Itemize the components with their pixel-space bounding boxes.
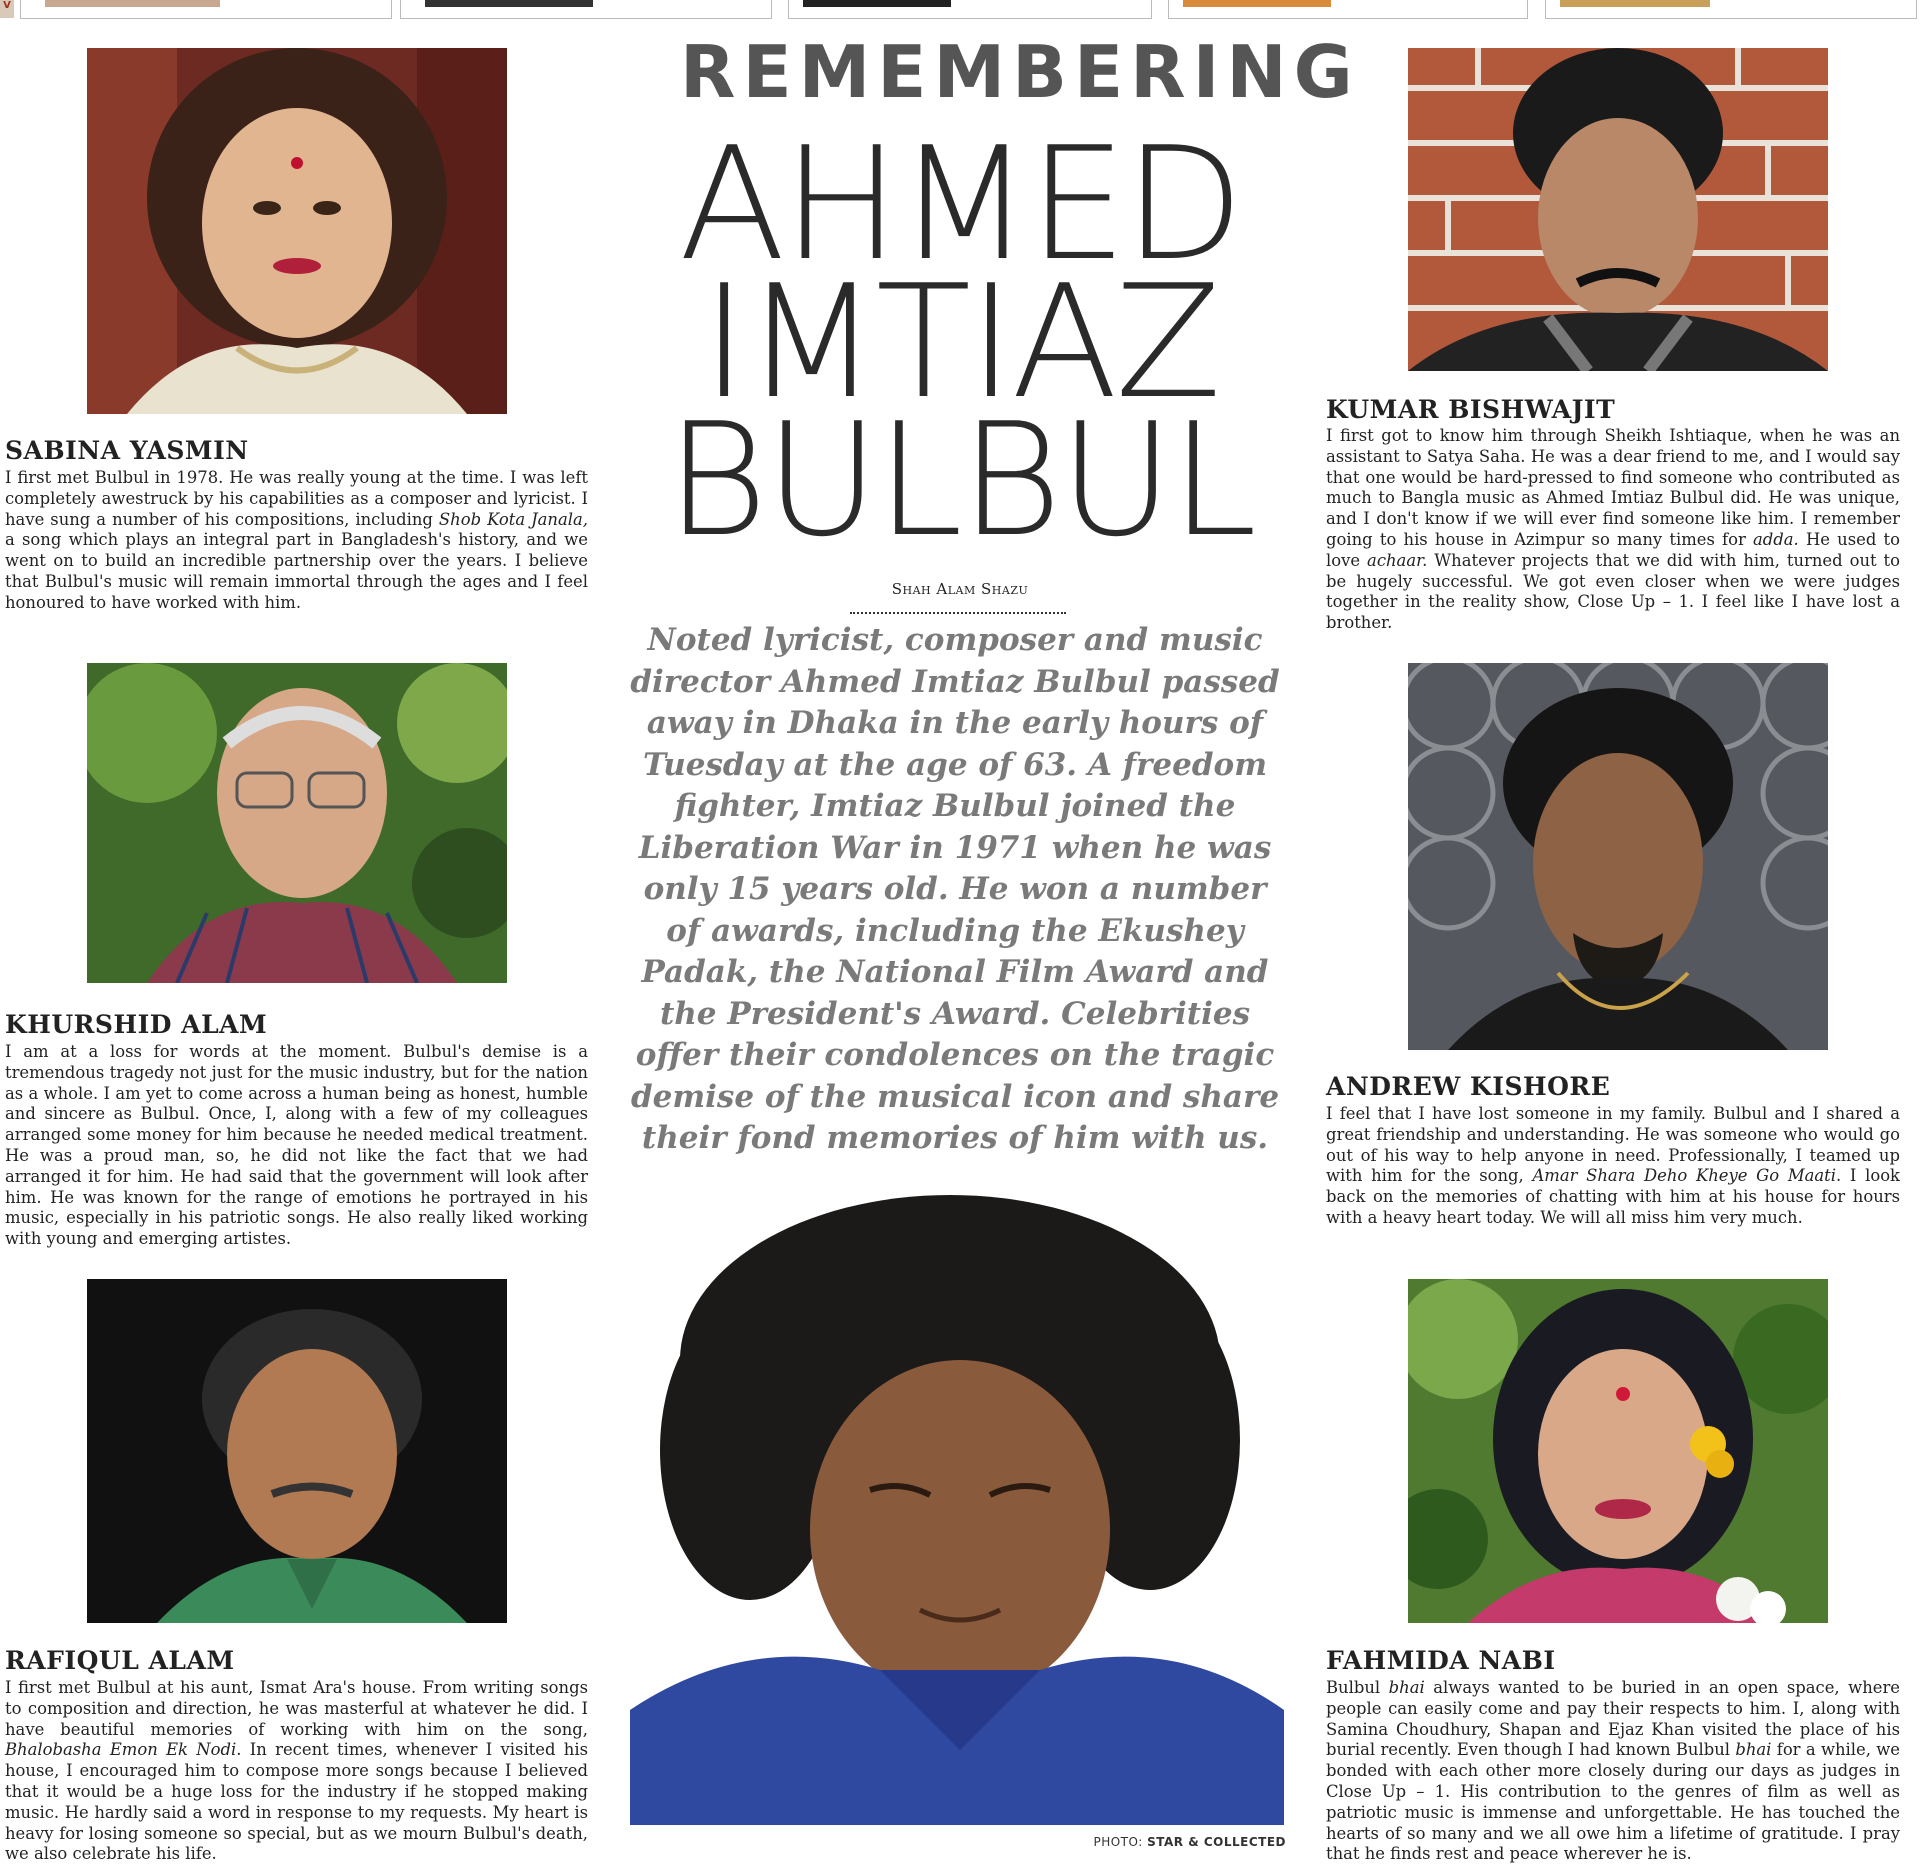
top-ad-strip (0, 0, 1928, 22)
ad-thumbnail (1560, 0, 1710, 7)
fahmida-nabi-tribute: Bulbul bhai always wanted to be buried in an open space, where people can easily come and pay their respects to him. I, along with Samina Choudhury, Shapan and Ejaz Khan visited the place of his burial recently. Even though I had known Bulbul bhai for a while, we bonded with each other more closely during our days as judges in Close Up – 1. His contribution to the genres of film as well as patriotic music is immense and unforgettable. He has touched the hearts of so many and we all owe him a lifetime of gratitude. I pray that he finds rest and peace wherever he is. (1326, 1678, 1900, 1864)
rafiqul-alam-tribute: I first met Bulbul at his aunt, Ismat Ara's house. From writing songs to composition and direction, he was masterful at whatever he did. I have beautiful memories of working with him on the song, Bhalobasha Emon Ek Nodi. In recent times, whenever I visited his house, I encouraged him to compose more songs because I believed that it would be a huge loss for the industry if he stopped making music. He hardly said a word in response to my requests. My heart is heavy for losing someone so special, but as we mourn Bulbul's death, we also celebrate his life. (5, 1678, 588, 1864)
kumar-bishwajit-tribute: I first got to know him through Sheikh Ishtiaque, when he was an assistant to Satya Saha. He was a dear friend to me, and I would say that one would be hard-pressed to find someone who contributed as much to Bangla music as Ahmed Imtiaz Bulbul did. He was unique, and I don't know if we will ever find someone like him. I remember going to his house in Azimpur so many times for adda. He used to love achaar. Whatever projects that we did with him, turned out to be hugely successful. We got even closer when we were judges together in the reality show, Close Up – 1. I feel like I have lost a brother. (1326, 426, 1901, 633)
byline-rule (850, 612, 1066, 614)
title-line-3: BULBUL (665, 389, 1255, 571)
sabina-yasmin-photo (87, 48, 507, 414)
ahmed-imtiaz-bulbul-photo (630, 1190, 1284, 1825)
andrew-kishore-tribute: I feel that I have lost someone in my family. Bulbul and I shared a great friendship and understanding. He was someone who would go out of his way to help anyone in need. Professionally, I teamed up with him for the song, Amar Shara Deho Kheye Go Maati. I look back on the memories of chatting with him at his house for hours with a heavy heart today. We will all miss him very much. (1326, 1104, 1900, 1227)
sabina-yasmin-name: SABINA YASMIN (5, 436, 249, 465)
intro-paragraph: Noted lyricist, composer and music director Ahmed Imtiaz Bulbul passed away in Dhaka in the early hours of Tuesday at the age of 63. A freedom fighter, Imtiaz Bulbul joined the Liberation War in 1971 when he was only 15 years old. He won a number of awards, including the Ekushey Padak, the National Film Award and the President's Award. Celebrities offer their condolences on the tragic demise of the musical icon and share their fond memories of him with us. (630, 622, 1280, 1156)
khurshid-alam-tribute: I am at a loss for words at the moment. Bulbul's demise is a tremendous tragedy not just for the music industry, but for the nation as a whole. I am yet to come across a human being as honest, humble and sincere as Bulbul. Once, I, along with a few of my colleagues arranged some money for him because he needed medical treatment. He was a proud man, so, he did not like the fact that we had arranged it for him. He had said that the government will look after him. He was known for the range of emotions he portrayed in his music, especially in his patriotic songs. He also really liked working with young and emerging artistes. (5, 1042, 588, 1249)
photo-credit: PHOTO: STAR & COLLECTED (1093, 1835, 1286, 1849)
fahmida-nabi-name: FAHMIDA NABI (1326, 1646, 1556, 1675)
kumar-bishwajit-photo (1408, 48, 1828, 371)
khurshid-alam-name: KHURSHID ALAM (5, 1010, 268, 1039)
ad-thumbnail (45, 0, 220, 7)
andrew-kishore-photo (1408, 663, 1828, 1050)
andrew-kishore-name: ANDREW KISHORE (1326, 1072, 1611, 1101)
byline: Shah Alam Shazu (891, 580, 1029, 598)
edge-tab: V (0, 0, 14, 18)
kumar-bishwajit-name: KUMAR BISHWAJIT (1326, 395, 1616, 424)
kicker-heading: REMEMBERING (680, 30, 1360, 114)
title-line-2: IMTIAZ (701, 251, 1219, 433)
sabina-yasmin-tribute: I first met Bulbul in 1978. He was really young at the time. I was left completely awestruck by his capabilities as a composer and lyricist. I have sung a number of his compositions, including Shob Kota Janala, a song which plays an integral part in Bangladesh's history, and we went on to build an incredible partnership over the years. I believe that Bulbul's music will remain immortal through the ages and I feel honoured to have worked with him. (5, 468, 588, 612)
ad-thumbnail (425, 0, 593, 7)
khurshid-alam-photo (87, 663, 507, 983)
title-line-1: AHMED (678, 113, 1242, 295)
rafiqul-alam-photo (87, 1279, 507, 1623)
rafiqul-alam-name: RAFIQUL ALAM (5, 1646, 235, 1675)
ad-thumbnail (803, 0, 951, 7)
fahmida-nabi-photo (1408, 1279, 1828, 1623)
ad-thumbnail (1183, 0, 1331, 7)
